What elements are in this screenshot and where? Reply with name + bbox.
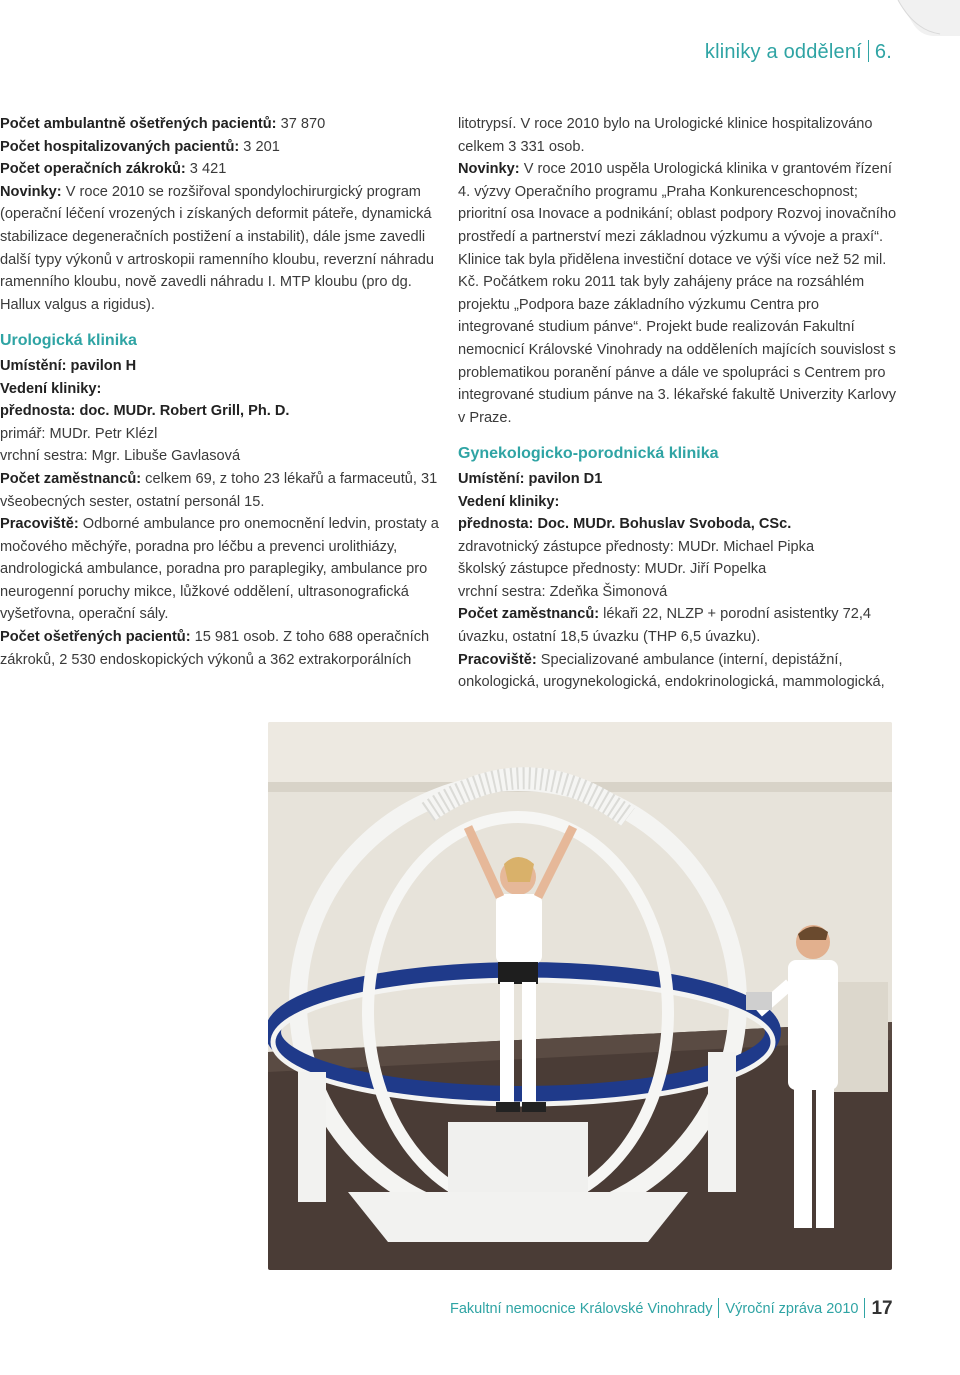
urology-title: Urologická klinika [0,332,137,350]
gynecology-management: Vedení kliniky: [458,493,560,510]
stat-operations: Počet operačních zákroků: 3 421 [0,161,227,178]
urology-workplace: Pracoviště: Odborné ambulance pro onemocnění ledvin, prostaty a močového měchýře, poradna pro léčbu a prevenci urolithiázy, andrologická ambulance, poradna pro paraplegiky, ambulance pro neurogenní poruchy mikce, lůžkové oddělení, ultrasonografická vyšetřovna, operační sály. [0,516,439,623]
footer-divider [718,1298,719,1318]
stat-outpatients: Počet ambulantně ošetřených pacientů: 37 870 [0,116,326,132]
footer [450,1298,900,1320]
urology-nurse: vrchní sestra: Mgr. Libuše Gavlasová [0,448,241,465]
gynecology-workplace: Pracoviště: Specializované ambulance (interní, depistážní, onkologická, urogynekologická, endokrinologická, mammologická, [458,651,885,691]
right-news-paragraph: Novinky: V roce 2010 uspěla Urologická klinika v grantovém řízení 4. výzvy Operačního programu „Praha Konkurenceschopnost; prioritní osa Inovace a podnikání; oblast podpory Rozvoj inovačního prostředí a partnerství mezi základnou výzkumu a vývoje a praxí“. Klinice tak byla přidělena investiční dotace ve výši více než 52 mil. Kč. Počátkem roku 2011 tak byly zahájeny práce na rozsáhlém projektu „Podpora baze základního výzkumu Centra pro integrované studium pánve“. Projekt bude realizován Fakultní nemocnicí Královské Vinohrady na odděleních majících souvislost s problematikou poranění pánve a dále ve spolupráci s Centrem pro integrované studium pánve na 3. lékařské fakultě Univerzity Karlovy v Praze. [458,161,897,426]
urology-continuation: litotrypsí. V roce 2010 bylo na Urologické klinice hospitalizováno celkem 3 331 osob. [458,116,873,155]
footer-report: Výroční zpráva 2010 [725,1301,859,1317]
urology-head: přednosta: doc. MUDr. Robert Grill, Ph. D. [0,403,290,420]
gynecology-staff: Počet zaměstnanců: lékaři 22, NLZP + porodní asistentky 72,4 úvazku, ostatní 18,5 úvazku (THP 6,5 úvazku). [458,606,872,646]
gynecology-location: Umístění: pavilon D1 [458,470,603,487]
gynecology-nurse: vrchní sestra: Zdeňka Šimonová [458,583,668,600]
footer-organization: Fakultní nemocnice Královské Vinohrady [450,1301,713,1317]
chapter-header [705,40,892,64]
gynecology-deputy: zdravotnický zástupce přednosty: MUDr. Michael Pipka [458,538,815,555]
footer-divider-2 [864,1298,865,1318]
photo-illustration [268,722,892,1270]
right-column [458,113,898,694]
urology-primar: primář: MUDr. Petr Klézl [0,425,158,442]
chapter-number: 6. [874,41,892,63]
rehabilitation-device-photo [268,722,892,1270]
urology-management: Vedení kliniky: [0,380,102,397]
news-paragraph: Novinky: V roce 2010 se rozšiřoval spondylochirurgický program (operační léčení vrozených i získaných deformit páteře, dynamická stabilizace degeneračních postižení a instabilit), dále jsme zavedli další typy výkonů v artroskopii ramenního kloubu, reverzní náhradu ramenního kloubu, nově zavedli náhradu I. MTP kloubu (pro dg. Hallux valgus a rigidus). [0,183,434,313]
chapter-divider [868,40,869,62]
page-corner-decoration [890,0,960,36]
urology-patients: Počet ošetřených pacientů: 15 981 osob. Z toho 688 operačních zákroků, 2 530 endoskopických výkonů a 362 extrakorporálních [0,629,430,668]
urology-staff: Počet zaměstnanců: celkem 69, z toho 23 lékařů a farmaceutů, 31 všeobecných sester, ostatní personál 15. [0,470,438,510]
chapter-label: kliniky a oddělení [704,41,862,63]
stat-hospitalized: Počet hospitalizovaných pacientů: 3 201 [0,138,280,155]
gynecology-head: přednosta: Doc. MUDr. Bohuslav Svoboda, CSc. [458,516,792,533]
left-column [0,113,442,671]
gynecology-school-deputy: školský zástupce přednosty: MUDr. Jiří Popelka [458,561,767,578]
gynecology-title: Gynekologicko-porodnická klinika [458,445,719,463]
page-number: 17 [871,1298,893,1319]
urology-location: Umístění: pavilon H [0,357,137,374]
